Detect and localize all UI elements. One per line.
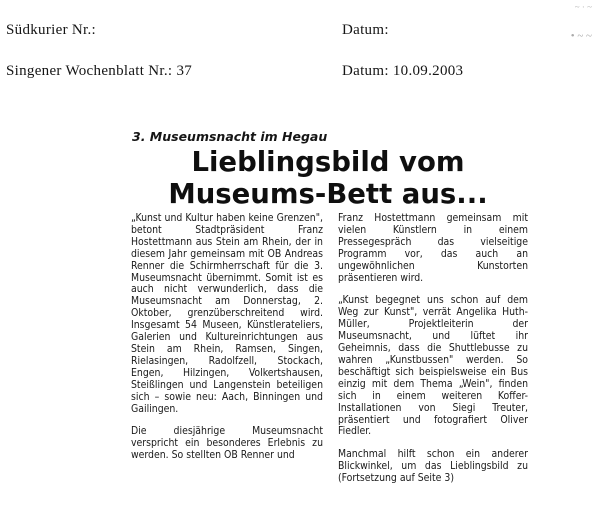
corner-mark-top: ~ · ~	[574, 2, 592, 12]
article-column-right	[338, 213, 528, 496]
headline-line-2: Museums-Bett aus...	[168, 178, 488, 210]
left-paragraph-1: „Kunst und Kultur haben keine Grenzen", betont Stadtpräsident Franz Hostettmann aus Stein am Rhein, der in diesem Jahr gemeinsam mit OB Andreas Renner die Schirmherrschaft für die 3. Museumsnacht übernimmt. Somit ist es auch nicht verwunderlich, dass die Museumsnacht am Donnerstag, 2. Oktober, grenzüberschreitend wird. Insgesamt 54 Museen, Künstlerateliers, Galerien und Kultureinrichtungen aus Stein am Rhein, Ramsen, Singen, Rielasingen, Radolfzell, Stockach, Engen, Hilzingen, Volkertshausen, Steißlingen und Langenstein beteiligen sich – sowie neu: Aach, Binningen und Gailingen.	[131, 212, 323, 415]
article-column-left	[131, 213, 323, 473]
article-headline	[118, 146, 538, 210]
newspaper-field-wochenblatt: Singener Wochenblatt Nr.: 37	[6, 63, 193, 79]
date-field-suedkurier: Datum:	[342, 22, 389, 38]
right-paragraph-3: Manchmal hilft schon ein anderer Blickwinkel, um das Lieblingsbild zu (Fortsetzung auf Seite 3)	[338, 448, 528, 485]
headline-line-1: Lieblingsbild vom	[191, 146, 465, 178]
date-field-wochenblatt: Datum: 10.09.2003	[342, 63, 464, 79]
left-paragraph-2: Die diesjährige Museumsnacht verspricht ein besonderes Erlebnis zu werden. So stellten OB Renner und	[131, 425, 323, 462]
corner-scan-marks	[571, 2, 592, 42]
newspaper-field-suedkurier: Südkurier Nr.:	[6, 22, 97, 38]
right-paragraph-2: „Kunst begegnet uns schon auf dem Weg zur Kunst", verrät Angelika Huth-Müller, Projektleiterin der Museumsnacht, und lüftet ihr Geheimnis, dass die Shuttlebusse zu wahren „Kunstbussen" werden. So beschäftigt sich beispielsweise ein Bus einzig mit dem Thema „Wein", finden sich in einem weiteren Koffer-Installationen von Siegi Treuter, präsentiert und fotografiert Oliver Fiedler.	[338, 294, 528, 438]
corner-mark-scribble: • ~ ~	[570, 30, 592, 42]
right-paragraph-1: Franz Hostettmann gemeinsam mit vielen Künstlern in einem Pressegespräch das vielseitige Programm vor, das auch an ungewöhnlichen Kunstorten präsentieren wird.	[338, 212, 528, 284]
article-kicker: 3. Museumsnacht im Hegau	[132, 129, 328, 144]
